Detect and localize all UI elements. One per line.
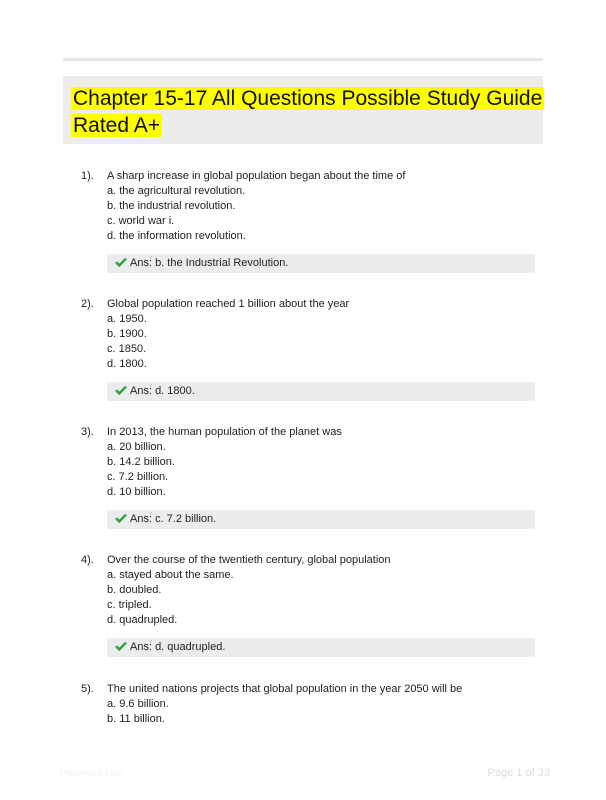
answer-box (107, 382, 535, 401)
answer-option: d. quadrupled. (107, 614, 178, 626)
answer-option: d. 1800. (107, 358, 147, 370)
question-body (107, 169, 537, 244)
question-body (107, 553, 537, 628)
answer-option: b. 14.2 billion. (107, 456, 175, 468)
question-number: 5). (81, 683, 94, 695)
answer-option: c. tripled. (107, 599, 152, 611)
question-number: 3). (81, 426, 94, 438)
check-icon (115, 257, 127, 267)
answer-option: a. 20 billion. (107, 441, 166, 453)
answer-option: b. doubled. (107, 584, 162, 596)
question-number: 2). (81, 298, 94, 310)
answer-option: c. 7.2 billion. (107, 471, 169, 483)
question-text: In 2013, the human population of the planet was (107, 426, 342, 438)
answer-text: Ans: c. 7.2 billion. (130, 513, 217, 525)
question-text: The united nations projects that global population in the year 2050 will be (107, 683, 463, 695)
page-title: Chapter 15-17 All Questions Possible Study Guide Rated A+ (73, 87, 543, 137)
title-block (63, 76, 543, 144)
question-text: Global population reached 1 billion about the year (107, 298, 350, 310)
check-icon (115, 385, 127, 395)
answer-box (107, 510, 535, 529)
answer-option: b. 1900. (107, 328, 147, 340)
answer-option: a. 1950. (107, 313, 147, 325)
question-number: 4). (81, 554, 94, 566)
answer-option: d. 10 billion. (107, 486, 166, 498)
top-divider (63, 58, 543, 61)
answer-text: Ans: b. the Industrial Revolution. (130, 257, 289, 269)
answer-option: a. 9.6 billion. (107, 698, 169, 710)
answer-option: c. 1850. (107, 343, 147, 355)
check-icon (115, 513, 127, 523)
answer-option: c. world war i. (107, 215, 175, 227)
question-number: 1). (81, 170, 94, 182)
answer-option: d. the information revolution. (107, 230, 246, 242)
question-body (107, 682, 537, 727)
question-body (107, 425, 537, 500)
answer-box (107, 254, 535, 273)
footer-site: Paperlibe.com (60, 768, 124, 779)
answer-option: a. the agricultural revolution. (107, 185, 246, 197)
answer-text: Ans: d. 1800. (130, 385, 195, 397)
answer-option: a. stayed about the same. (107, 569, 234, 581)
question-text: A sharp increase in global population began about the time of (107, 170, 406, 182)
answer-box (107, 638, 535, 657)
answer-option: b. the industrial revolution. (107, 200, 236, 212)
answer-option: b. 11 billion. (107, 713, 165, 725)
answer-text: Ans: d. quadrupled. (130, 641, 226, 653)
question-text: Over the course of the twentieth century, global population (107, 554, 391, 566)
page-number: Page 1 of 33 (487, 767, 550, 779)
check-icon (115, 641, 127, 651)
question-body (107, 297, 537, 372)
